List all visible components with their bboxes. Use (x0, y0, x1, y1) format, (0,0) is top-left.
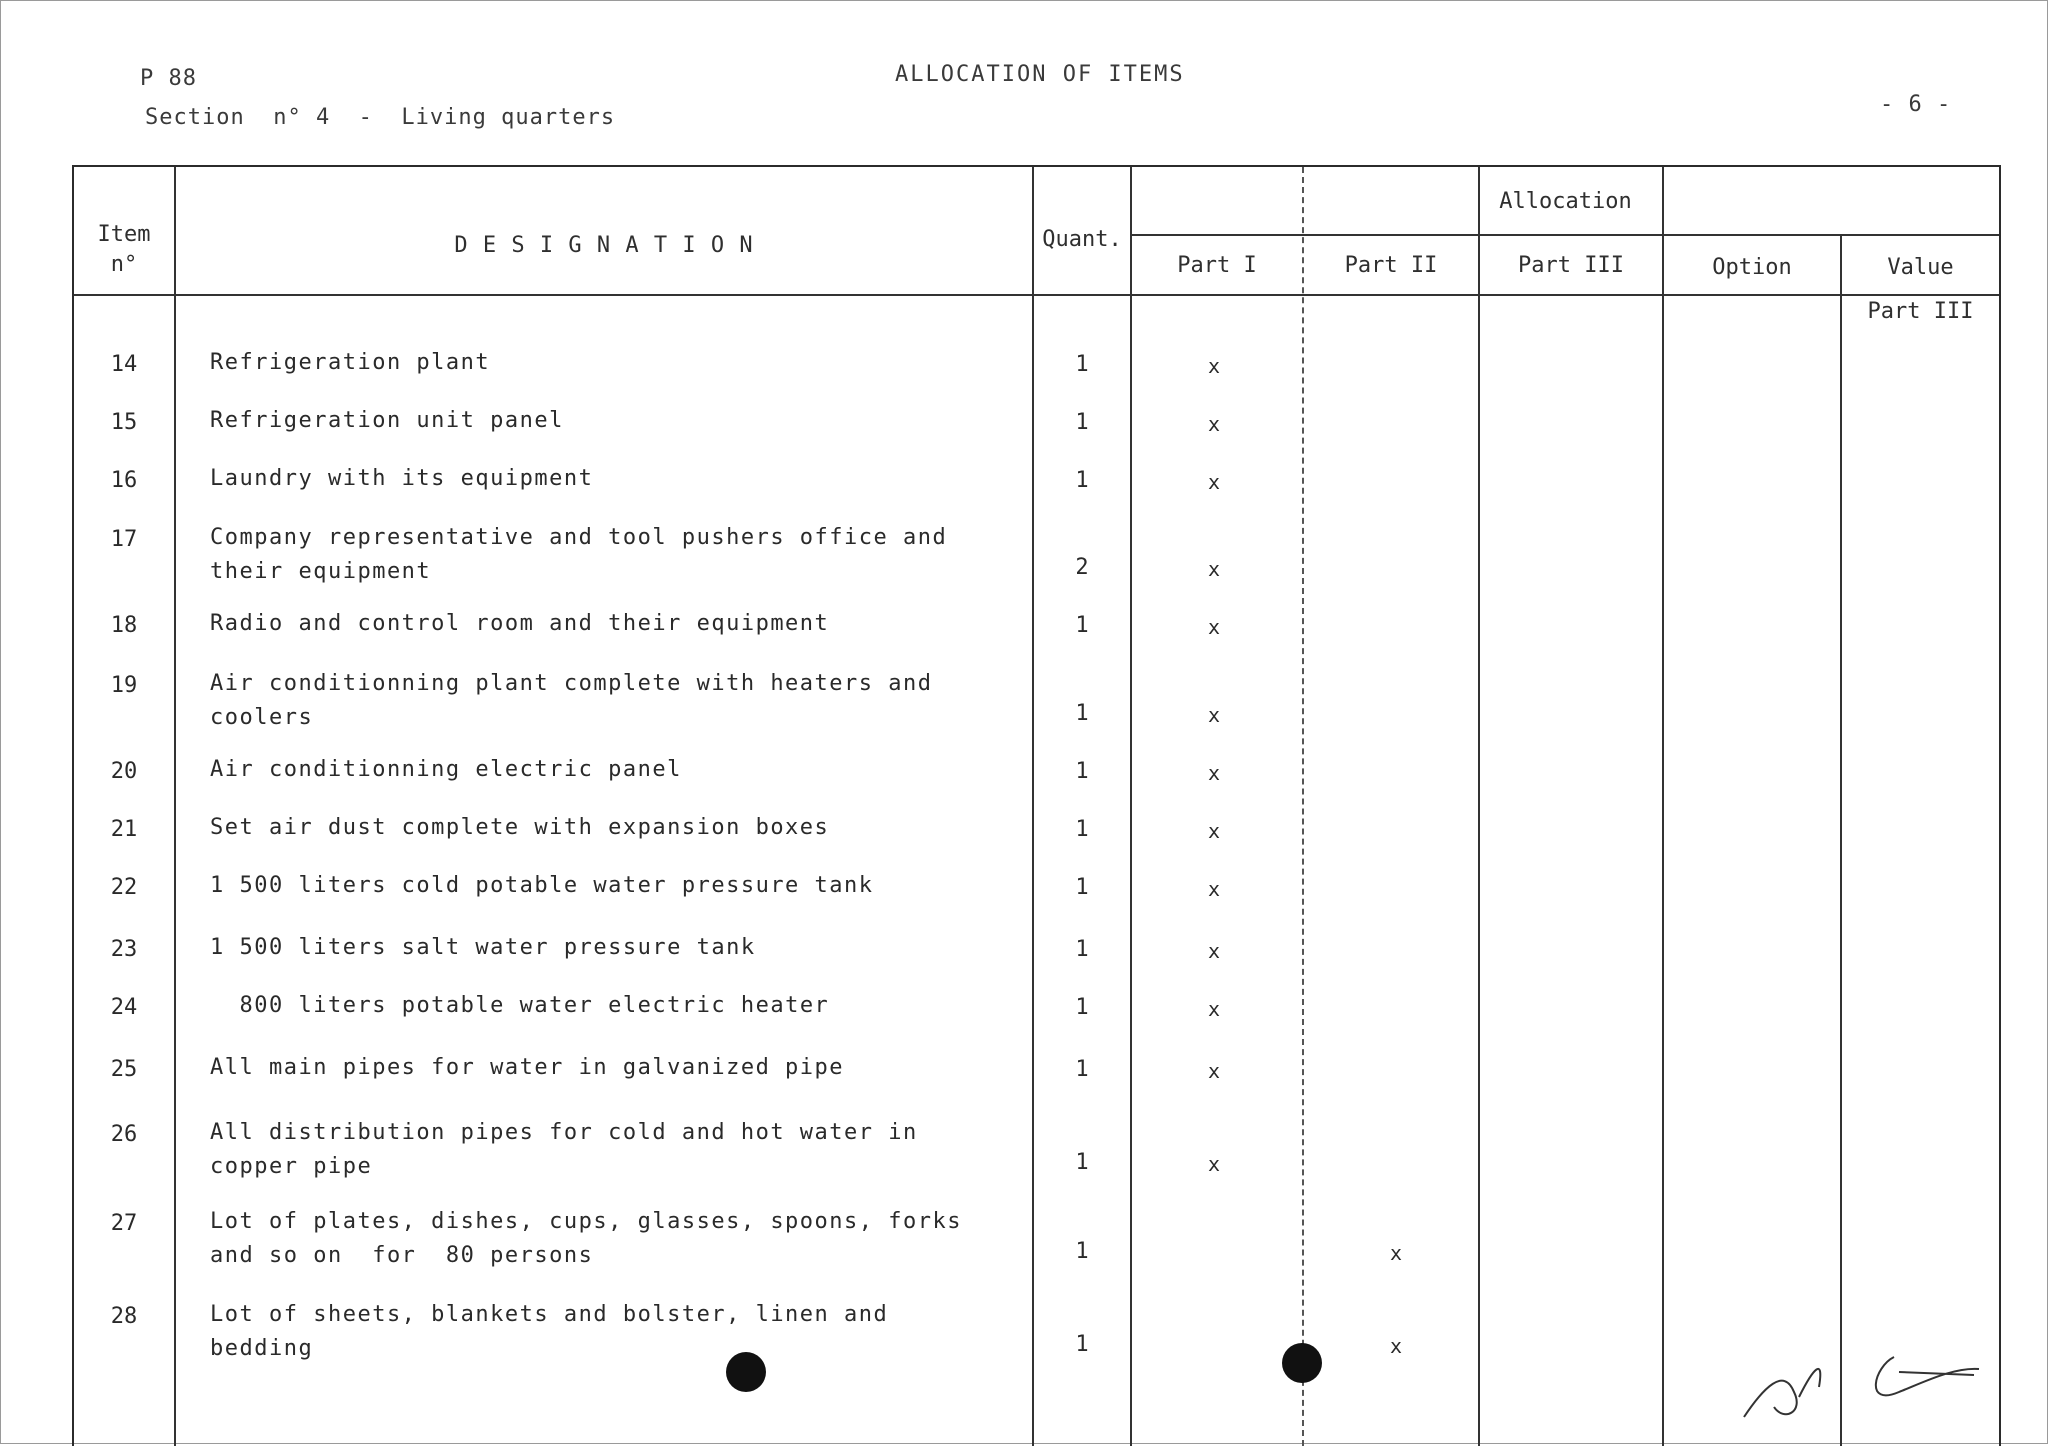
item-number: 22 (110, 875, 138, 900)
item-number: 17 (110, 527, 138, 552)
item-number: 16 (110, 468, 138, 493)
item-quantity: 1 (1075, 352, 1089, 377)
item-designation: Set air dust complete with expansion boxes (210, 815, 830, 840)
item-number: 19 (110, 673, 138, 698)
item-designation: Lot of sheets, blankets and bolster, linen and bedding (210, 1302, 889, 1361)
header-item: Item n° (97, 222, 151, 277)
item-quantity: 1 (1075, 759, 1089, 784)
header-part3: Part III (1518, 253, 1624, 278)
item-quantity: 1 (1075, 410, 1089, 435)
allocation-mark-part2: x (1389, 1241, 1403, 1265)
item-number: 18 (110, 613, 138, 638)
item-quantity: 1 (1075, 995, 1089, 1020)
allocation-mark-part1: x (1207, 997, 1221, 1021)
allocation-mark-part2: x (1389, 1334, 1403, 1358)
item-designation: 800 liters potable water electric heater (210, 993, 830, 1018)
header-quant: Quant. (1042, 227, 1122, 252)
allocation-mark-part1: x (1207, 939, 1221, 963)
item-quantity: 1 (1075, 1332, 1089, 1357)
ink-blot (726, 1352, 766, 1392)
item-number: 21 (110, 817, 138, 842)
item-designation: Laundry with its equipment (210, 466, 594, 491)
allocation-mark-part1: x (1207, 819, 1221, 843)
item-number: 24 (110, 995, 138, 1020)
document-reference: P 88 (140, 66, 197, 91)
item-quantity: 1 (1075, 875, 1089, 900)
item-quantity: 2 (1075, 555, 1089, 580)
header-value-sub: Part III (1867, 299, 1974, 324)
item-designation: 1 500 liters salt water pressure tank (210, 935, 756, 960)
header-option: Option (1712, 255, 1792, 280)
allocation-table (72, 165, 2001, 1446)
item-number: 26 (110, 1122, 138, 1147)
item-designation: Refrigeration unit panel (210, 408, 564, 433)
item-number: 27 (110, 1211, 138, 1236)
item-quantity: 1 (1075, 817, 1089, 842)
allocation-mark-part1: x (1207, 557, 1221, 581)
item-designation: All distribution pipes for cold and hot water in copper pipe (210, 1120, 918, 1179)
header-value: Value (1887, 255, 1954, 280)
allocation-mark-part1: x (1207, 1152, 1221, 1176)
item-designation: Air conditionning electric panel (210, 757, 682, 782)
allocation-mark-part1: x (1207, 412, 1221, 436)
item-number: 28 (110, 1304, 138, 1329)
item-number: 20 (110, 759, 138, 784)
allocation-mark-part1: x (1207, 1059, 1221, 1083)
item-designation: Refrigeration plant (210, 350, 491, 375)
item-designation: All main pipes for water in galvanized pipe (210, 1055, 845, 1080)
item-quantity: 1 (1075, 1239, 1089, 1264)
header-part2: Part II (1344, 253, 1438, 278)
allocation-mark-part1: x (1207, 703, 1221, 727)
item-designation: Radio and control room and their equipment (210, 611, 830, 636)
item-number: 23 (110, 937, 138, 962)
item-designation: 1 500 liters cold potable water pressure tank (210, 873, 874, 898)
item-quantity: 1 (1075, 1057, 1089, 1082)
table-body (74, 167, 1999, 1446)
header-allocation: Allocation (1499, 189, 1632, 214)
item-number: 15 (110, 410, 138, 435)
item-number: 25 (110, 1057, 138, 1082)
item-designation: Company representative and tool pushers office and their equipment (210, 525, 948, 584)
allocation-mark-part1: x (1207, 354, 1221, 378)
ink-blot (1282, 1343, 1322, 1383)
item-quantity: 1 (1075, 613, 1089, 638)
allocation-mark-part1: x (1207, 615, 1221, 639)
section-heading: Section n° 4 - Living quarters (145, 105, 616, 130)
item-designation: Air conditionning plant complete with heaters and coolers (210, 671, 933, 730)
item-designation: Lot of plates, dishes, cups, glasses, spoons, forks and so on for 80 persons (210, 1209, 963, 1268)
document-title: ALLOCATION OF ITEMS (895, 62, 1185, 87)
header-designation: D E S I G N A T I O N (454, 233, 754, 258)
allocation-mark-part1: x (1207, 470, 1221, 494)
allocation-mark-part1: x (1207, 761, 1221, 785)
item-quantity: 1 (1075, 937, 1089, 962)
allocation-mark-part1: x (1207, 877, 1221, 901)
page-number: - 6 - (1880, 92, 1952, 117)
item-number: 14 (110, 352, 138, 377)
handwritten-initials (1724, 1297, 1984, 1437)
item-quantity: 1 (1075, 468, 1089, 493)
item-quantity: 1 (1075, 1150, 1089, 1175)
header-part1: Part I (1177, 253, 1257, 278)
item-quantity: 1 (1075, 701, 1089, 726)
